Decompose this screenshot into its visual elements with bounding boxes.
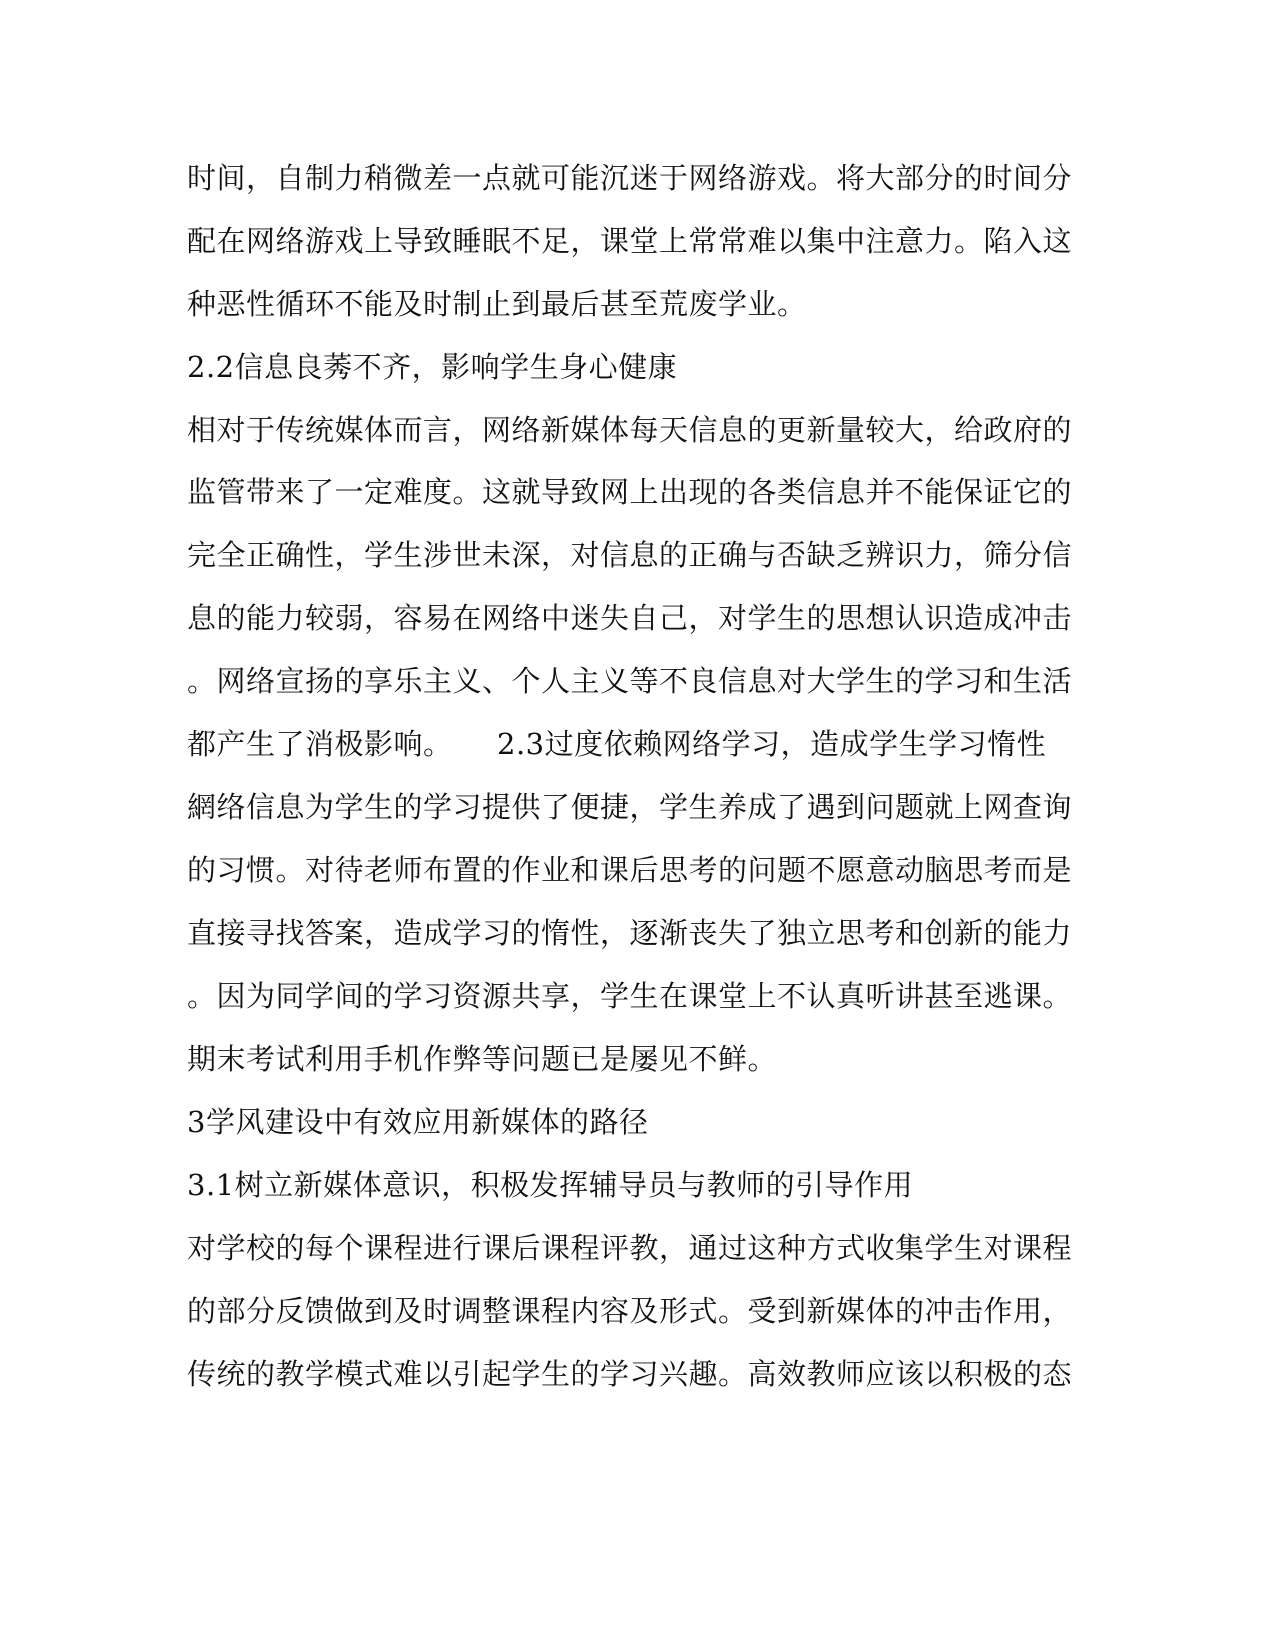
text-line: 种恶性循环不能及时制止到最后甚至荒废学业。 [187, 287, 807, 321]
text-line: 網络信息为学生的学习提供了便捷，学生养成了遇到问题就上网查询 [187, 790, 1073, 824]
text-line: 直接寻找答案，造成学习的惰性，逐渐丧失了独立思考和创新的能力 [187, 916, 1073, 950]
text-line: 时间，自制力稍微差一点就可能沉迷于网络游戏。将大部分的时间分 [187, 161, 1073, 195]
text-line: 相对于传统媒体而言，网络新媒体每天信息的更新量较大，给政府的 [187, 413, 1073, 447]
text-line: 监管带来了一定难度。这就导致网上出现的各类信息并不能保证它的 [187, 475, 1073, 509]
text-line: 完全正确性，学生涉世未深，对信息的正确与否缺乏辨识力，筛分信 [187, 538, 1073, 572]
text-line: 期末考试利用手机作弊等问题已是屡见不鲜。 [187, 1042, 778, 1076]
subsection-heading: 3.1树立新媒体意识，积极发挥辅导员与教师的引导作用 [187, 1168, 914, 1202]
text-line: 。因为同学间的学习资源共享，学生在课堂上不认真听讲甚至逃课。 [187, 979, 1073, 1013]
text-line: 对学校的每个课程进行课后课程评教，通过这种方式收集学生对课程 [187, 1231, 1073, 1265]
section-heading: 2.2信息良莠不齐，影响学生身心健康 [187, 350, 678, 384]
text-line: 传统的教学模式难以引起学生的学习兴趣。高效教师应该以积极的态 [187, 1357, 1073, 1391]
text-line: 配在网络游戏上导致睡眠不足，课堂上常常难以集中注意力。陷入这 [187, 224, 1073, 258]
text-line: 都产生了消极影响。 2.3过度依赖网络学习，造成学生学习惰性 [187, 727, 1047, 761]
text-line: 。网络宣扬的享乐主义、个人主义等不良信息对大学生的学习和生活 [187, 664, 1073, 698]
text-line: 的习惯。对待老师布置的作业和课后思考的问题不愿意动脑思考而是 [187, 853, 1073, 887]
text-line: 息的能力较弱，容易在网络中迷失自己，对学生的思想认识造成冲击 [187, 601, 1073, 635]
section-heading: 3学风建设中有效应用新媒体的路径 [187, 1105, 649, 1139]
text-line: 的部分反馈做到及时调整课程内容及形式。受到新媒体的冲击作用， [187, 1294, 1073, 1328]
